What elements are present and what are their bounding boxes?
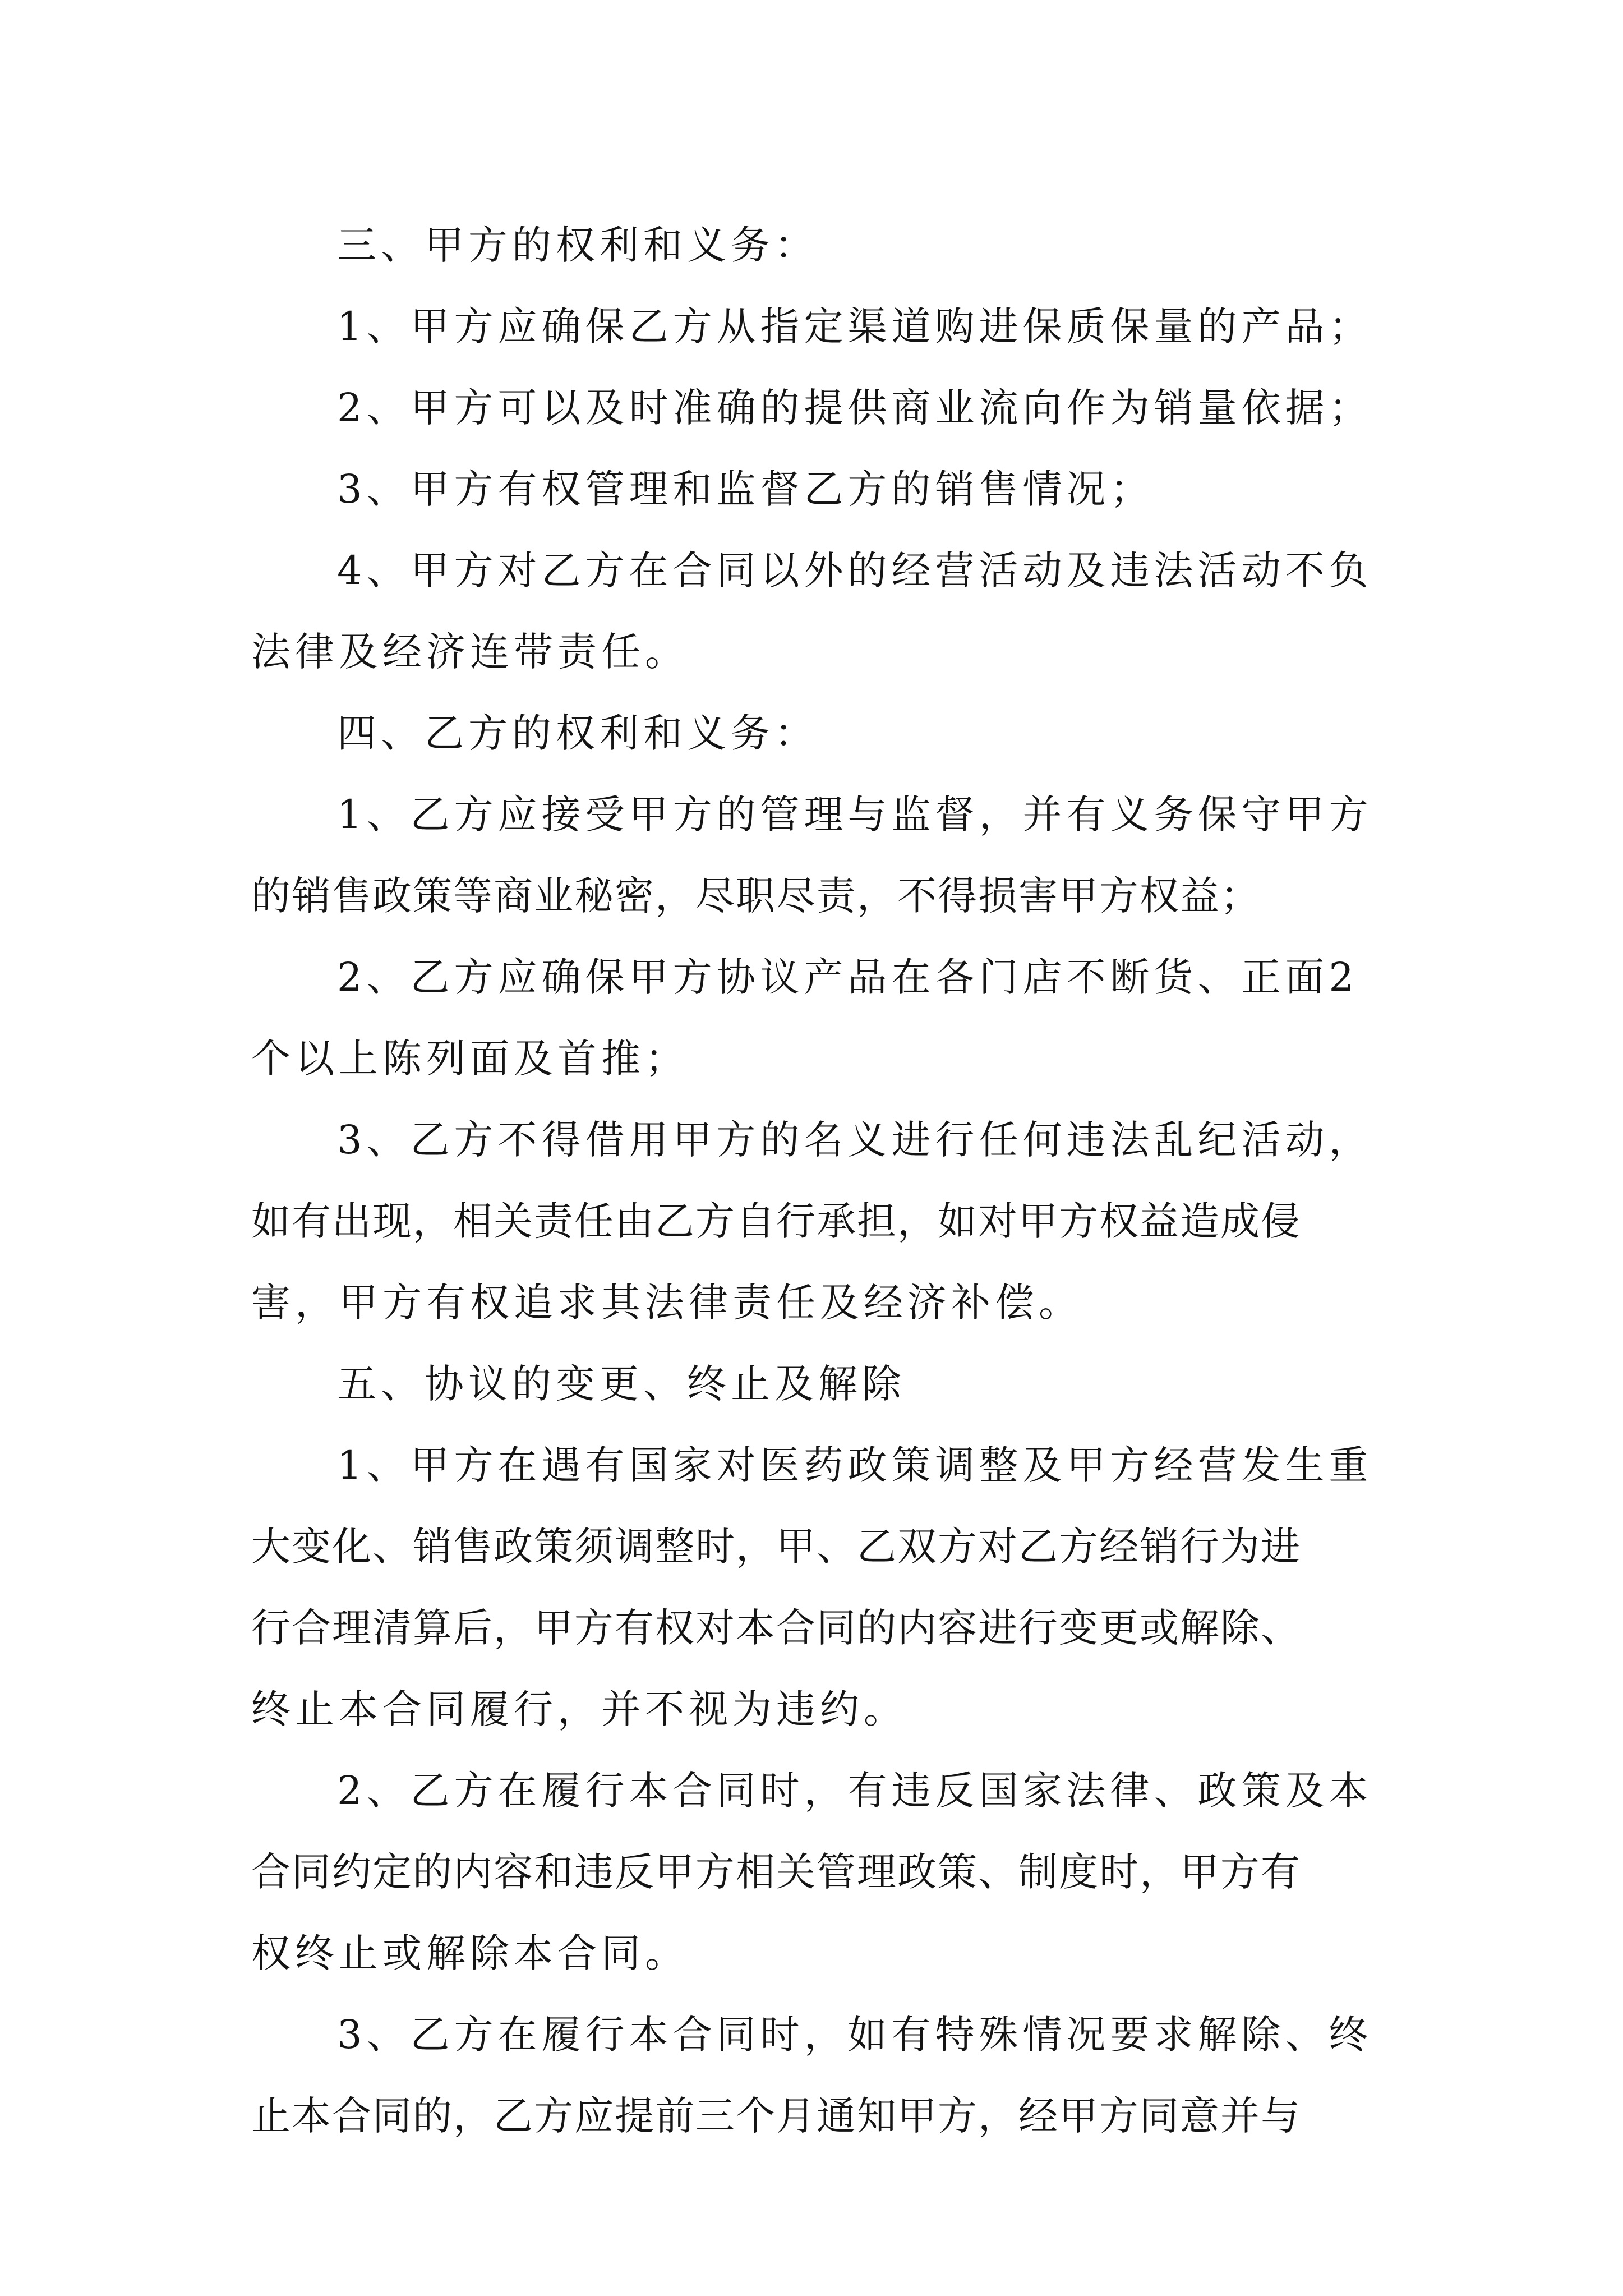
section-5-heading: 五、协议的变更、终止及解除 <box>337 1361 906 1407</box>
section-4-item-3-line-3: 害，甲方有权追求其法律责任及经济补偿。 <box>251 1280 1082 1326</box>
section-4-item-3-line-1: 3、乙方不得借用甲方的名义进行任何违法乱纪活动， <box>337 1117 1373 1163</box>
section-3-heading: 三、甲方的权利和义务： <box>337 222 818 268</box>
section-3-item-1: 1、甲方应确保乙方从指定渠道购进保质保量的产品； <box>337 303 1373 349</box>
document-body <box>251 205 1390 2157</box>
section-5-item-2-line-2: 合同约定的内容和违反甲方相关管理政策、制度时，甲方有 <box>251 1849 1301 1895</box>
section-3-item-4-line-2: 法律及经济连带责任。 <box>251 629 689 675</box>
section-5-item-1-line-3: 行合理清算后，甲方有权对本合同的内容进行变更或解除、 <box>251 1605 1301 1651</box>
section-4-heading: 四、乙方的权利和义务： <box>337 710 818 756</box>
section-4-item-2-line-2: 个以上陈列面及首推； <box>251 1036 689 1082</box>
section-3-item-3: 3、甲方有权管理和监督乙方的销售情况； <box>337 466 1154 512</box>
section-5-item-1-line-4: 终止本合同履行，并不视为违约。 <box>251 1686 907 1732</box>
section-5-item-2-line-3: 权终止或解除本合同。 <box>251 1930 689 1976</box>
section-4-item-2-line-1: 2、乙方应确保甲方协议产品在各门店不断货、正面2 <box>337 954 1359 1000</box>
section-3-item-2: 2、甲方可以及时准确的提供商业流向作为销量依据； <box>337 385 1373 431</box>
section-4-item-1-line-1: 1、乙方应接受甲方的管理与监督，并有义务保守甲方 <box>337 792 1373 838</box>
section-4-item-3-line-2: 如有出现，相关责任由乙方自行承担，如对甲方权益造成侵 <box>251 1198 1301 1244</box>
section-5-item-1-line-1: 1、甲方在遇有国家对医药政策调整及甲方经营发生重 <box>337 1442 1373 1488</box>
section-5-item-3-line-2: 止本合同的，乙方应提前三个月通知甲方，经甲方同意并与 <box>251 2093 1301 2139</box>
section-4-item-1-line-2: 的销售政策等商业秘密，尽职尽责，不得损害甲方权益； <box>251 873 1261 919</box>
section-5-item-2-line-1: 2、乙方在履行本合同时，有违反国家法律、政策及本 <box>337 1768 1373 1814</box>
section-5-item-3-line-1: 3、乙方在履行本合同时，如有特殊情况要求解除、终 <box>337 2012 1373 2058</box>
section-3-item-4-line-1: 4、甲方对乙方在合同以外的经营活动及违法活动不负 <box>337 547 1373 593</box>
section-5-item-1-line-2: 大变化、销售政策须调整时，甲、乙双方对乙方经销行为进 <box>251 1524 1301 1570</box>
